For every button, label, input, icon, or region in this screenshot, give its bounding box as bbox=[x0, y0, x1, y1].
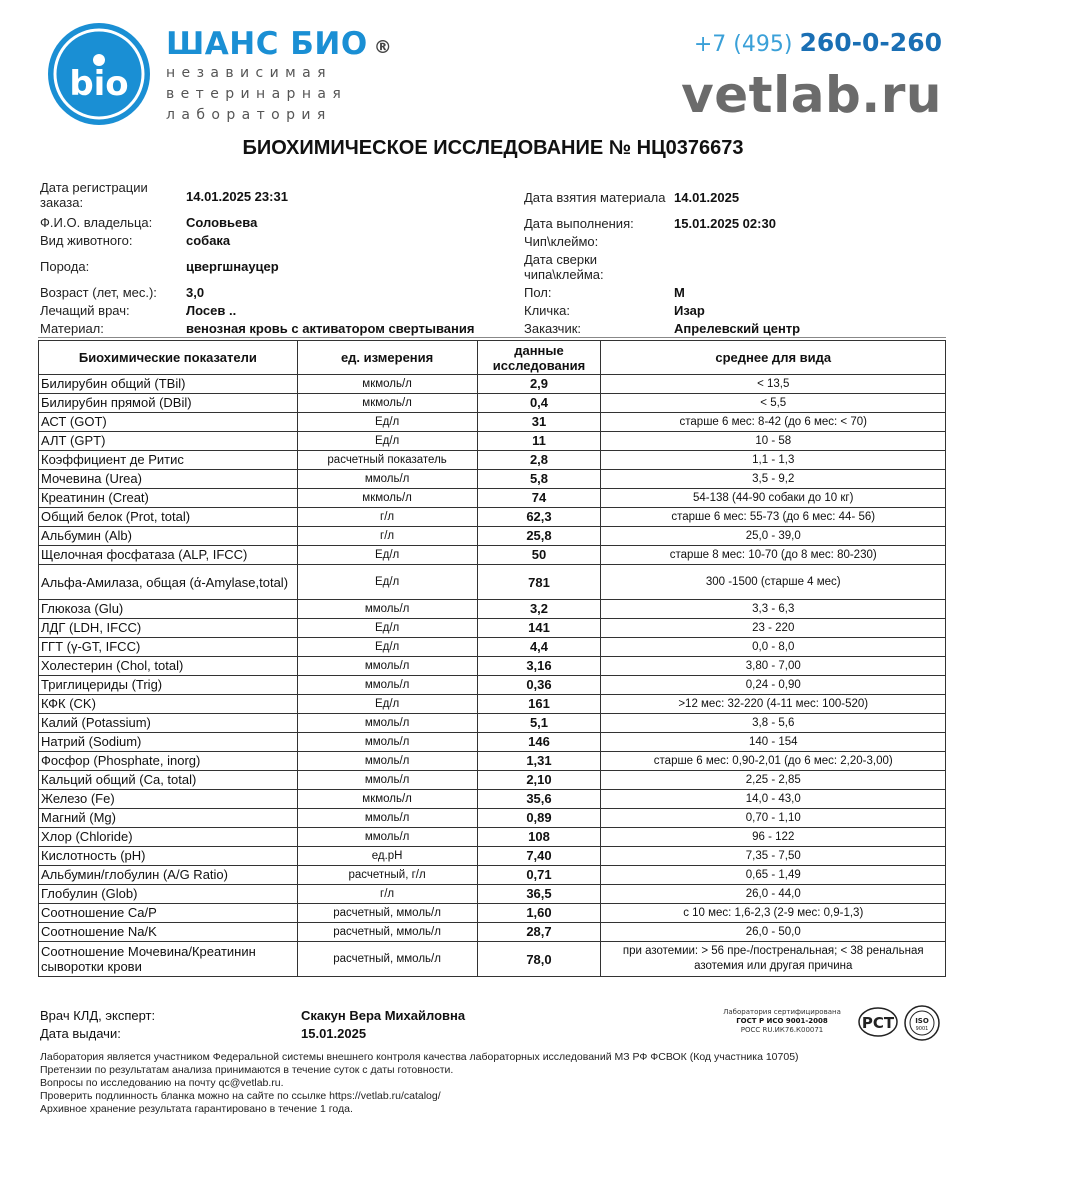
parameter-name: Щелочная фосфатаза (ALP, IFCC) bbox=[39, 546, 298, 565]
table-header-row bbox=[39, 341, 946, 375]
parameter-value: 161 bbox=[477, 695, 601, 714]
brand-subtitle-2: ветеринарная bbox=[166, 86, 348, 102]
table-row bbox=[39, 394, 946, 413]
parameter-reference: 140 - 154 bbox=[601, 733, 946, 752]
parameter-reference: < 5,5 bbox=[601, 394, 946, 413]
brand-subtitle-3: лаборатория bbox=[166, 107, 332, 123]
parameter-value: 25,8 bbox=[477, 527, 601, 546]
table-row bbox=[39, 904, 946, 923]
table-row bbox=[39, 923, 946, 942]
parameter-unit: Ед/л bbox=[297, 546, 477, 565]
parameter-name: Магний (Mg) bbox=[39, 809, 298, 828]
brand-name bbox=[166, 26, 392, 62]
logo-text: bio bbox=[69, 64, 129, 104]
parameter-reference: старше 6 мес: 55-73 (до 6 мес: 44- 56) bbox=[601, 508, 946, 527]
brand-block bbox=[166, 26, 392, 125]
parameter-value: 4,4 bbox=[477, 638, 601, 657]
registration-date-label: Дата регистрации заказа: bbox=[40, 180, 148, 210]
parameter-reference: 25,0 - 39,0 bbox=[601, 527, 946, 546]
parameter-unit: расчетный показатель bbox=[297, 451, 477, 470]
table-row bbox=[39, 752, 946, 771]
note-archive: Архивное хранение результата гарантировано в течение 1 года. bbox=[40, 1103, 353, 1115]
note-authenticity-link[interactable]: Проверить подлинность бланка можно на сайте по ссылке https://vetlab.ru/catalog/ bbox=[40, 1090, 441, 1102]
table-row bbox=[39, 809, 946, 828]
parameter-unit: расчетный, ммоль/л bbox=[297, 942, 477, 977]
parameter-unit: ммоль/л bbox=[297, 771, 477, 790]
parameter-name: Креатинин (Creat) bbox=[39, 489, 298, 508]
parameter-reference: 0,65 - 1,49 bbox=[601, 866, 946, 885]
phone-number[interactable] bbox=[681, 26, 942, 62]
parameter-reference: старше 6 мес: 0,90-2,01 (до 6 мес: 2,20-3,00) bbox=[601, 752, 946, 771]
parameter-name: Соотношение Ca/P bbox=[39, 904, 298, 923]
parameter-value: 0,4 bbox=[477, 394, 601, 413]
parameter-name: Соотношение Мочевина/Креатинин сыворотки крови bbox=[39, 942, 298, 977]
parameter-value: 108 bbox=[477, 828, 601, 847]
sample-date-value: 14.01.2025 bbox=[674, 190, 740, 205]
parameter-unit: Ед/л bbox=[297, 565, 477, 600]
parameter-unit: ммоль/л bbox=[297, 809, 477, 828]
table-row bbox=[39, 733, 946, 752]
owner-value: Соловьева bbox=[186, 215, 258, 230]
parameter-unit: расчетный, ммоль/л bbox=[297, 904, 477, 923]
note-fsvok: Лаборатория является участником Федеральной системы внешнего контроля качества лабораторных исследований МЗ РФ ФСВОК (Код участника 10705) bbox=[40, 1051, 799, 1063]
sample-date-label: Дата взятия материала bbox=[524, 190, 666, 205]
parameter-value: 62,3 bbox=[477, 508, 601, 527]
registration-date-value: 14.01.2025 23:31 bbox=[186, 189, 288, 204]
parameter-value: 0,89 bbox=[477, 809, 601, 828]
parameter-name: Глюкоза (Glu) bbox=[39, 600, 298, 619]
parameter-value: 11 bbox=[477, 432, 601, 451]
parameter-unit: мкмоль/л bbox=[297, 394, 477, 413]
species-label: Вид животного: bbox=[40, 233, 133, 248]
results-table bbox=[38, 340, 946, 977]
expert-name: Скакун Вера Михайловна bbox=[301, 1008, 466, 1023]
parameter-unit: мкмоль/л bbox=[297, 790, 477, 809]
parameter-unit: ед.pH bbox=[297, 847, 477, 866]
parameter-reference: 0,24 - 0,90 bbox=[601, 676, 946, 695]
doctor-label: Лечащий врач: bbox=[40, 303, 130, 318]
parameter-name: АСТ (GOT) bbox=[39, 413, 298, 432]
certification-text bbox=[712, 1008, 852, 1035]
iso-mark-text: ISO bbox=[915, 1017, 929, 1025]
pet-name-value: Изар bbox=[674, 303, 705, 318]
chip-check-date-label: Дата сверки чипа\клейма: bbox=[524, 252, 604, 282]
parameter-reference: 3,80 - 7,00 bbox=[601, 657, 946, 676]
sex-value: М bbox=[674, 285, 685, 300]
parameter-unit: ммоль/л bbox=[297, 657, 477, 676]
parameter-reference: 1,1 - 1,3 bbox=[601, 451, 946, 470]
parameter-value: 31 bbox=[477, 413, 601, 432]
parameter-value: 74 bbox=[477, 489, 601, 508]
table-row bbox=[39, 619, 946, 638]
parameter-unit: расчетный, г/л bbox=[297, 866, 477, 885]
parameter-value: 5,8 bbox=[477, 470, 601, 489]
parameter-reference: < 13,5 bbox=[601, 375, 946, 394]
parameter-unit: мкмоль/л bbox=[297, 375, 477, 394]
parameter-unit: г/л bbox=[297, 885, 477, 904]
parameter-reference: 3,5 - 9,2 bbox=[601, 470, 946, 489]
phone-prefix: +7 (495) bbox=[693, 32, 793, 57]
registered-mark: ® bbox=[373, 37, 393, 58]
parameter-unit: ммоль/л bbox=[297, 600, 477, 619]
species-value: собака bbox=[186, 233, 231, 248]
iso-number-text: 9001 bbox=[915, 1026, 929, 1032]
parameter-reference: 96 - 122 bbox=[601, 828, 946, 847]
parameter-name: Альбумин (Alb) bbox=[39, 527, 298, 546]
breed-label: Порода: bbox=[40, 259, 90, 274]
website-link[interactable]: vetlab.ru bbox=[681, 66, 942, 124]
brand-subtitle-1: независимая bbox=[166, 65, 332, 81]
parameter-value: 2,10 bbox=[477, 771, 601, 790]
parameter-value: 3,2 bbox=[477, 600, 601, 619]
parameter-unit: ммоль/л bbox=[297, 828, 477, 847]
parameter-name: Глобулин (Glob) bbox=[39, 885, 298, 904]
parameter-reference: 2,25 - 2,85 bbox=[601, 771, 946, 790]
parameter-value: 50 bbox=[477, 546, 601, 565]
pet-name-label: Кличка: bbox=[524, 303, 571, 318]
parameter-name: Соотношение Na/K bbox=[39, 923, 298, 942]
completion-date-label: Дата выполнения: bbox=[524, 216, 634, 231]
parameter-name: Кальций общий (Ca, total) bbox=[39, 771, 298, 790]
pct-certification-icon bbox=[858, 1007, 898, 1037]
parameter-reference: >12 мес: 32-220 (4-11 мес: 100-520) bbox=[601, 695, 946, 714]
table-row bbox=[39, 847, 946, 866]
parameter-name: Коэффициент де Ритис bbox=[39, 451, 298, 470]
parameter-name: КФК (CK) bbox=[39, 695, 298, 714]
parameter-unit: ммоль/л bbox=[297, 733, 477, 752]
table-row bbox=[39, 546, 946, 565]
table-row bbox=[39, 714, 946, 733]
table-row bbox=[39, 676, 946, 695]
parameter-name: Триглицериды (Trig) bbox=[39, 676, 298, 695]
doctor-value: Лосев .. bbox=[186, 303, 237, 318]
parameter-name: ЛДГ (LDH, IFCC) bbox=[39, 619, 298, 638]
brand-name-text: ШАНС БИО bbox=[166, 26, 368, 62]
pct-mark-text: РСТ bbox=[861, 1014, 895, 1032]
cert-line-2: ГОСТ Р ИСО 9001-2008 bbox=[736, 1017, 828, 1025]
parameter-unit: мкмоль/л bbox=[297, 489, 477, 508]
parameter-unit: Ед/л bbox=[297, 695, 477, 714]
header-parameter: Биохимические показатели bbox=[39, 341, 298, 375]
parameter-value: 3,16 bbox=[477, 657, 601, 676]
parameter-unit: г/л bbox=[297, 527, 477, 546]
parameter-name: Железо (Fe) bbox=[39, 790, 298, 809]
parameter-unit: расчетный, ммоль/л bbox=[297, 923, 477, 942]
parameter-name: Мочевина (Urea) bbox=[39, 470, 298, 489]
parameter-reference: 54-138 (44-90 собаки до 10 кг) bbox=[601, 489, 946, 508]
contacts-block bbox=[681, 26, 942, 124]
parameter-unit: Ед/л bbox=[297, 619, 477, 638]
table-row bbox=[39, 489, 946, 508]
table-row bbox=[39, 771, 946, 790]
owner-label: Ф.И.О. владельца: bbox=[40, 215, 153, 230]
table-row bbox=[39, 508, 946, 527]
parameter-value: 1,60 bbox=[477, 904, 601, 923]
parameter-reference: 3,8 - 5,6 bbox=[601, 714, 946, 733]
bio-logo-icon bbox=[47, 22, 151, 126]
parameter-unit: ммоль/л bbox=[297, 714, 477, 733]
parameter-name: Хлор (Chloride) bbox=[39, 828, 298, 847]
info-divider bbox=[38, 337, 946, 338]
parameter-name: Общий белок (Prot, total) bbox=[39, 508, 298, 527]
parameter-name: Холестерин (Chol, total) bbox=[39, 657, 298, 676]
table-row bbox=[39, 527, 946, 546]
iso-certification-icon bbox=[904, 1005, 940, 1041]
parameter-reference: 14,0 - 43,0 bbox=[601, 790, 946, 809]
parameter-reference: 0,70 - 1,10 bbox=[601, 809, 946, 828]
table-row bbox=[39, 432, 946, 451]
expert-label: Врач КЛД, эксперт: bbox=[40, 1008, 156, 1023]
parameter-value: 36,5 bbox=[477, 885, 601, 904]
parameter-reference: при азотемии: > 56 пре-/постренальная; < 38 ренальная азотемия или другая причина bbox=[601, 942, 946, 977]
parameter-value: 781 bbox=[477, 565, 601, 600]
parameter-name: Билирубин общий (TBil) bbox=[39, 375, 298, 394]
parameter-name: Альфа-Амилаза, общая (ά-Amylase,total) bbox=[39, 565, 298, 600]
table-row bbox=[39, 600, 946, 619]
cert-line-1: Лаборатория сертифицирована bbox=[723, 1008, 841, 1016]
parameter-value: 0,36 bbox=[477, 676, 601, 695]
table-row bbox=[39, 885, 946, 904]
parameter-unit: Ед/л bbox=[297, 638, 477, 657]
note-questions-email[interactable]: Вопросы по исследованию на почту qc@vetlab.ru. bbox=[40, 1077, 284, 1089]
table-row bbox=[39, 942, 946, 977]
parameter-value: 141 bbox=[477, 619, 601, 638]
parameter-reference: 3,3 - 6,3 bbox=[601, 600, 946, 619]
age-label: Возраст (лет, мес.): bbox=[40, 285, 157, 300]
parameter-reference: 26,0 - 44,0 bbox=[601, 885, 946, 904]
customer-label: Заказчик: bbox=[524, 321, 582, 336]
parameter-value: 146 bbox=[477, 733, 601, 752]
note-claims: Претензии по результатам анализа принимаются в течение суток с даты готовности. bbox=[40, 1064, 454, 1076]
parameter-value: 7,40 bbox=[477, 847, 601, 866]
parameter-unit: г/л bbox=[297, 508, 477, 527]
table-row bbox=[39, 866, 946, 885]
parameter-value: 0,71 bbox=[477, 866, 601, 885]
parameter-name: Фосфор (Phosphate, inorg) bbox=[39, 752, 298, 771]
completion-date-value: 15.01.2025 02:30 bbox=[674, 216, 776, 231]
parameter-reference: 0,0 - 8,0 bbox=[601, 638, 946, 657]
parameter-name: Калий (Potassium) bbox=[39, 714, 298, 733]
chip-label: Чип\клеймо: bbox=[524, 234, 599, 249]
table-row bbox=[39, 470, 946, 489]
parameter-unit: ммоль/л bbox=[297, 752, 477, 771]
parameter-value: 2,9 bbox=[477, 375, 601, 394]
parameter-name: Альбумин/глобулин (A/G Ratio) bbox=[39, 866, 298, 885]
table-row bbox=[39, 638, 946, 657]
parameter-value: 5,1 bbox=[477, 714, 601, 733]
parameter-unit: ммоль/л bbox=[297, 470, 477, 489]
parameter-reference: 26,0 - 50,0 bbox=[601, 923, 946, 942]
parameter-unit: ммоль/л bbox=[297, 676, 477, 695]
parameter-unit: Ед/л bbox=[297, 432, 477, 451]
table-row bbox=[39, 657, 946, 676]
parameter-name: Билирубин прямой (DBil) bbox=[39, 394, 298, 413]
parameter-value: 1,31 bbox=[477, 752, 601, 771]
parameter-reference: 23 - 220 bbox=[601, 619, 946, 638]
customer-value: Апрелевский центр bbox=[674, 321, 801, 336]
parameter-name: Кислотность (pH) bbox=[39, 847, 298, 866]
age-value: 3,0 bbox=[186, 285, 205, 300]
document-title: БИОХИМИЧЕСКОЕ ИССЛЕДОВАНИЕ № НЦ0376673 bbox=[242, 137, 744, 159]
material-value: венозная кровь с активатором свертывания bbox=[186, 321, 475, 336]
table-row bbox=[39, 413, 946, 432]
parameter-reference: 7,35 - 7,50 bbox=[601, 847, 946, 866]
table-row bbox=[39, 451, 946, 470]
header-unit: ед. измерения bbox=[297, 341, 477, 375]
parameter-value: 28,7 bbox=[477, 923, 601, 942]
issue-date-label: Дата выдачи: bbox=[40, 1026, 121, 1041]
phone-main: 260-0-260 bbox=[799, 28, 942, 57]
table-row bbox=[39, 828, 946, 847]
parameter-reference: 300 -1500 (старше 4 мес) bbox=[601, 565, 946, 600]
material-label: Материал: bbox=[40, 321, 104, 336]
cert-line-3: РОСС RU.ИК76.К00071 bbox=[740, 1026, 824, 1034]
header-reference: среднее для вида bbox=[601, 341, 946, 375]
parameter-reference: старше 6 мес: 8-42 (до 6 мес: < 70) bbox=[601, 413, 946, 432]
parameter-reference: с 10 мес: 1,6-2,3 (2-9 мес: 0,9-1,3) bbox=[601, 904, 946, 923]
parameter-value: 2,8 bbox=[477, 451, 601, 470]
footer-notes bbox=[40, 1051, 799, 1116]
table-row bbox=[39, 790, 946, 809]
table-row bbox=[39, 695, 946, 714]
table-row bbox=[39, 375, 946, 394]
parameter-value: 78,0 bbox=[477, 942, 601, 977]
breed-value: цвергшнауцер bbox=[186, 259, 279, 274]
header-value: данные исследования bbox=[477, 341, 601, 375]
parameter-reference: старше 8 мес: 10-70 (до 8 мес: 80-230) bbox=[601, 546, 946, 565]
parameter-name: АЛТ (GPT) bbox=[39, 432, 298, 451]
parameter-value: 35,6 bbox=[477, 790, 601, 809]
sex-label: Пол: bbox=[524, 285, 552, 300]
issue-date-value: 15.01.2025 bbox=[301, 1026, 367, 1041]
parameter-unit: Ед/л bbox=[297, 413, 477, 432]
parameter-reference: 10 - 58 bbox=[601, 432, 946, 451]
table-row bbox=[39, 565, 946, 600]
parameter-name: ГГТ (γ-GT, IFCC) bbox=[39, 638, 298, 657]
parameter-name: Натрий (Sodium) bbox=[39, 733, 298, 752]
